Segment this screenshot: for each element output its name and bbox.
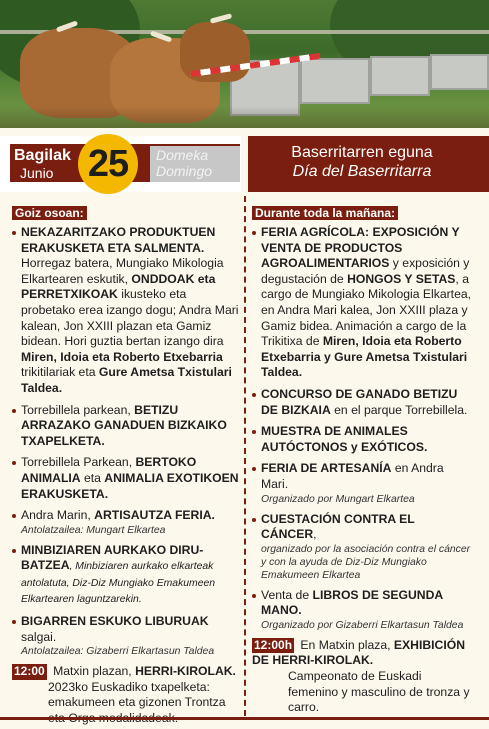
day-name-eu: Domeka [156,147,209,163]
list-item: MUESTRA DE ANIMALES AUTÓCTONOS y EXÓTICOS. [252,424,472,455]
list-item-timed: 12:00h En Matxin plaza, EXHIBICIÓN DE HERRI-KIROLAK. Campeonato de Euskadi femenino y masculino de tronza y carro. [252,637,470,715]
day-number-badge: 25 [78,134,138,194]
program-basque [12,206,240,729]
list-item: NEKAZARITZAKO PRODUKTUEN ERAKUSKETA ETA SALMENTA. Horregaz batera, Mungiako Mikologia Elkartearen eskutik, ONDDOAK eta PERRETXIKOAK ikusteko eta probetako erea izango dogu; Andra Mari kalean, Jon XXIII plazan eta Gamiz bidean. Hori guztia bertan izango dira Miren, Idoia eta Roberto Etxebarria trikitilariak eta Gure Ametsa Txistulari Taldea. [12,225,240,397]
list-item: CONCURSO DE GANADO BETIZU DE BIZKAIA en el parque Torrebillela. [252,387,472,418]
title-es: Día del Baserritarra [292,163,432,180]
section-tag: Durante toda la mañana: [252,206,398,220]
list-item: Torrebillela parkean, BETIZU ARRAZAKO GANADUEN BIZKAIKO TXAPELKETA. [12,403,240,450]
list-item: BIGARREN ESKUKO LIBURUAK salgai. Antolatzailea: Gizaberri Elkartasun Taldea [12,614,240,658]
title-eu: Baserritarren eguna [291,144,433,161]
list-item: Torrebillela Parkean, BERTOKO ANIMALIA eta ANIMALIA EXOTIKOEN ERAKUSKETA. [12,455,240,502]
day-name-box [150,146,240,182]
bottom-rule [0,717,489,720]
month-eu: Bagilak [14,147,71,164]
column-divider [244,196,246,716]
program-spanish [252,206,472,722]
list-item: FERIA DE ARTESANÍA en Andra Mari. Organizado por Mungart Elkartea [252,461,472,505]
day-name-es: Domingo [156,163,213,179]
list-item: Venta de LIBROS DE SEGUNDA MANO. Organizado por Gizaberri Elkartasun Taldea [252,588,472,632]
section-tag: Goiz osoan: [12,206,87,220]
list-item: FERIA AGRÍCOLA: EXPOSICIÓN Y VENTA DE PRODUCTOS AGROALIMENTARIOS y exposición y degustación de HONGOS Y SETAS, a cargo de Mungiako Mikologia Elkartea, en Andra Mari kalea, Jon XXIII plaza y Gamiz bidea. Animación a cargo de la Trikitixa de Miren, Idoia eta Roberto Etxebarria y Gure Ametsa Txistulari Taldea. [252,225,472,381]
time-badge: 12:00 [14,664,45,679]
list-item: MINBIZIAREN AURKAKO DIRU-BATZEA, Minbiziaren aurkako elkarteak antolatuta, Diz-Diz Mungiako Emakumeen Elkartearen laguntzarekin. [12,543,240,608]
list-item: CUESTACIÓN CONTRA EL CÁNCER, organizado por la asociación contra el cáncer y con la ayuda de Diz-Diz Mungiako Emakumeen Elkartea [252,512,472,582]
list-item: Andra Marin, ARTISAUTZA FERIA. Antolatzailea: Mungart Elkartea [12,508,240,537]
hero-photo-cows [0,0,489,128]
list-item-timed: 12:00 Matxin plazan, HERRI-KIROLAK. 2023ko Euskadiko txapelketa: emakumeen eta gizonen Trontza [14,664,236,710]
month-es: Junio [20,165,54,181]
event-title-header [248,136,489,192]
time-badge: 12:00h [254,637,293,652]
